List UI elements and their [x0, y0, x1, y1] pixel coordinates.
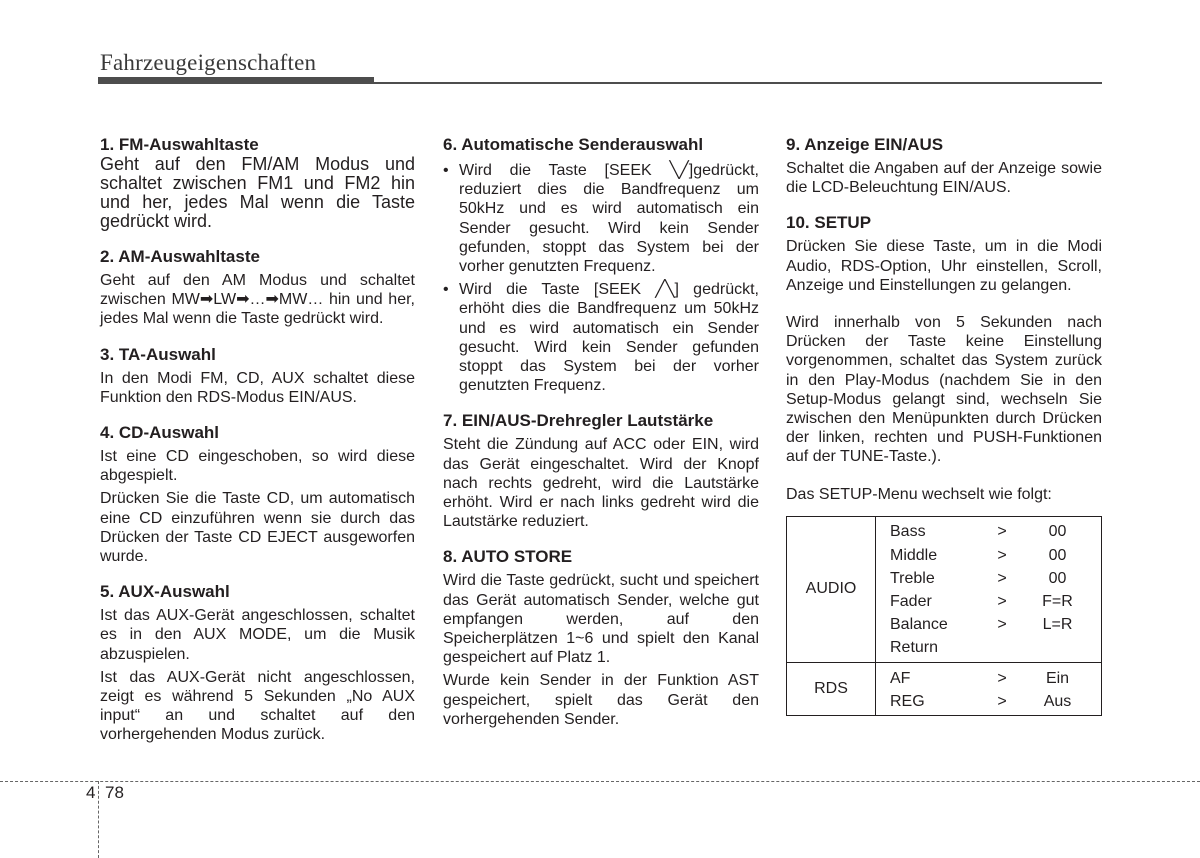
section-text: Drücken Sie diese Taste, um in die Modi Audio, RDS-Option, Uhr einstellen, Scroll, Anzeige und Einstellungen zu gelangen. [786, 238, 1102, 294]
table-group-cell: AUDIO [787, 516, 876, 662]
setup-item-value: Ein [1045, 669, 1070, 687]
section-text: Das SETUP-Menu wechselt wie folgt: [786, 485, 1052, 503]
column-right [786, 134, 1102, 731]
setup-row [876, 567, 1101, 590]
setup-item-name: REG [890, 692, 925, 710]
page-number: 78 [105, 783, 124, 802]
section-text: Geht auf den AM Modus und schaltet zwischen MW➡LW➡…➡MW… hin und her, jedes Mal wenn die Taste gedrückt wird. [100, 272, 415, 328]
setup-row [876, 637, 1101, 660]
arrow-glyph: > [997, 669, 1007, 687]
section-text: Ist das AUX-Gerät angeschlossen, schaltet es in den AUX MODE, um die Musik abzuspielen. [100, 607, 415, 663]
section-text: Schaltet die Angaben auf der Anzeige sowie die LCD-Beleuchtung EIN/AUS. [786, 160, 1102, 197]
section-title: 9. Anzeige EIN/AUS [786, 135, 944, 154]
section-fm-selector [100, 134, 415, 231]
page-chapter-number: 4 [86, 783, 96, 802]
list-item [443, 280, 759, 395]
list-item [443, 161, 759, 276]
setup-item-name: Fader [890, 593, 932, 610]
setup-item-value: 00 [1048, 546, 1067, 564]
section-title: 8. AUTO STORE [443, 547, 573, 567]
section-cd-selection [100, 422, 415, 566]
bullet-icon: • [443, 162, 449, 179]
section-ta-selection [100, 344, 415, 407]
section-text: Wird die Taste [SEEK ╱╲] gedrückt, erhöht dies die Bandfrequenz um 50kHz und es wird automatisch ein Sender gesucht. Wird kein Sender gefunden stoppt das System bei der vorher genutzten Frequenz. [459, 281, 759, 395]
arrow-glyph: > [997, 593, 1007, 610]
section-text: Steht die Zündung auf ACC oder EIN, wird das Gerät eingeschaltet. Wird der Knopf nach rechts gedreht, wird die Lautstärke erhöht. Wird er nach links gedreht wird die Lautstärke reduziert. [443, 436, 759, 531]
table-row [787, 662, 1102, 715]
setup-row [876, 544, 1101, 567]
column-left [100, 134, 415, 760]
setup-row [876, 667, 1101, 690]
setup-item-name: Treble [890, 569, 935, 587]
section-setup [786, 212, 1102, 716]
arrow-glyph: > [997, 546, 1007, 564]
section-title: 3. TA-Auswahl [100, 344, 216, 364]
setup-menu-table [786, 516, 1102, 717]
setup-item-value: L=R [1042, 616, 1073, 634]
setup-item-value: Aus [1043, 692, 1072, 710]
section-text: Geht auf den FM/AM Modus und schaltet zwischen FM1 und FM2 hin und her, jedes Mal wenn die Taste gedrückt wird. [100, 154, 415, 231]
setup-item-name: Balance [890, 616, 948, 634]
section-title: 1. FM-Auswahltaste [100, 135, 259, 154]
arrow-glyph: > [997, 616, 1007, 634]
setup-item-value: 00 [1048, 569, 1067, 587]
setup-item-value: 00 [1048, 523, 1067, 541]
column-middle [443, 134, 759, 744]
table-row [787, 516, 1102, 662]
page-header-title: Fahrzeugeigenschaften [100, 50, 317, 75]
section-text: Wird die Taste [SEEK ╲╱]gedrückt, reduziert dies die Bandfrequenz um 50kHz und es wird automatisch ein Sender gesucht. Wird kein Sender gefunden, stoppt das System bei der vorher genutzten Frequenz. [459, 162, 759, 276]
table-group-cell: RDS [787, 662, 876, 715]
bullet-icon: • [443, 281, 449, 299]
section-auto-seek [443, 134, 759, 395]
section-title: 2. AM-Auswahltaste [100, 247, 260, 266]
section-text: Drücken Sie die Taste CD, um automatisch eine CD einzuführen wenn sie durch das Drücken der Taste CD EJECT ausgeworfen wurde. [100, 490, 415, 566]
section-title: 7. EIN/AUS-Drehregler Lautstärke [443, 411, 714, 431]
section-text: Wurde kein Sender in der Funktion AST gespeichert, spielt das Gerät den vorhergehenden Sender. [443, 672, 759, 728]
arrow-glyph: > [997, 569, 1007, 587]
section-title: 4. CD-Auswahl [100, 423, 220, 443]
setup-item-value: F=R [1042, 593, 1073, 610]
setup-item-name: Return [890, 639, 939, 657]
arrow-glyph: > [997, 523, 1007, 541]
section-title: 5. AUX-Auswahl [100, 582, 230, 602]
section-aux-selection [100, 581, 415, 744]
section-text: Wird innerhalb von 5 Sekunden nach Drücken der Taste keine Einstellung vorgenommen, schaltet das System zurück in den Play-Modus (nachdem Sie in den Setup-Modus gelangt sind, wechseln Sie zwischen den Menüpunkten durch Drücken der linken, rechten und PUSH-Funktionen auf der TUNE-Taste.). [786, 314, 1102, 466]
section-am-selector [100, 246, 415, 329]
table-values-cell [876, 662, 1102, 715]
section-display-toggle [786, 134, 1102, 197]
setup-row [876, 690, 1101, 713]
setup-row [876, 590, 1101, 613]
section-title: 6. Automatische Senderauswahl [443, 135, 704, 154]
footer-dashed-divider [98, 781, 99, 858]
section-text: Ist das AUX-Gerät nicht angeschlossen, zeigt es während 5 Sekunden „No AUX input“ an und schaltet auf den vorhergehenden Modus zurück. [100, 668, 415, 744]
setup-item-name: AF [890, 669, 911, 687]
setup-row [876, 521, 1101, 544]
header-rule-thin [374, 82, 1102, 84]
section-text: In den Modi FM, CD, AUX schaltet diese Funktion den RDS-Modus EIN/AUS. [100, 369, 415, 406]
section-volume-knob [443, 410, 759, 531]
table-values-cell [876, 516, 1102, 662]
setup-item-name: Middle [890, 546, 938, 564]
section-title: 10. SETUP [786, 213, 872, 233]
arrow-glyph: > [997, 692, 1007, 710]
section-auto-store [443, 546, 759, 729]
header-rule-thick [98, 77, 374, 84]
setup-item-name: Bass [890, 523, 926, 541]
footer-dashed-rule [0, 781, 1200, 782]
section-text: Ist eine CD eingeschoben, so wird diese abgespielt. [100, 448, 415, 485]
section-text: Wird die Taste gedrückt, sucht und speichert das Gerät automatisch Sender, welche gut empfangen werden, auf den Speicherplätzen 1~6 und spielt den Kanal gespeichert auf Platz 1. [443, 572, 759, 667]
setup-row [876, 614, 1101, 637]
